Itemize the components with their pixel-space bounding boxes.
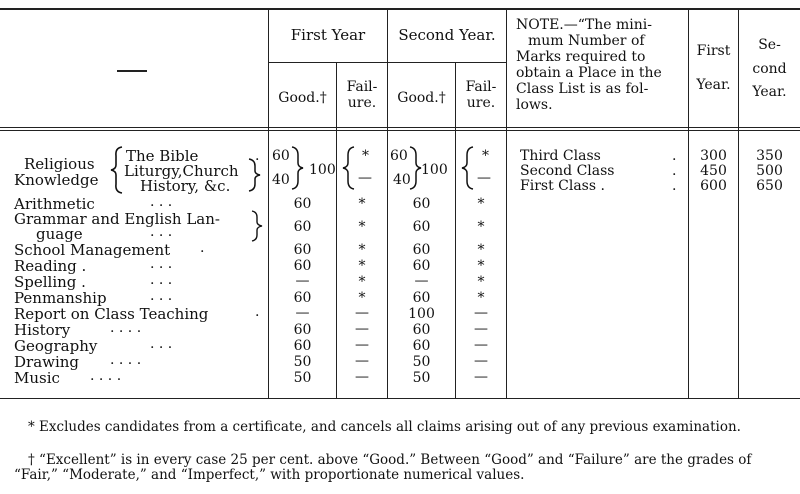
table-bottom-rule	[0, 398, 800, 399]
sy-religious-bible: 60	[390, 148, 408, 164]
sy-failure-value: —	[474, 321, 488, 337]
subject-dots: . . . .	[110, 320, 142, 336]
sy-failure-value: —	[474, 353, 488, 369]
grammar-label-2: guage	[36, 225, 83, 243]
subject-dots: . . .	[150, 288, 173, 304]
fy-good-value: 60	[293, 219, 312, 235]
right-brace-icon	[408, 146, 422, 190]
fy-good-value: 60	[293, 322, 312, 338]
fy-failure-value: *	[358, 196, 366, 212]
class-name: First Class .	[520, 178, 605, 194]
fy-good-value: 50	[293, 354, 312, 370]
col-rule-6	[688, 9, 689, 399]
note-line: lows.	[516, 97, 553, 113]
note-line: obtain a Place in the	[516, 65, 662, 81]
fy-failure-value: *	[358, 274, 366, 290]
fy-religious-total: 100	[309, 162, 336, 178]
fy-good-value: —	[295, 305, 310, 321]
class-first-year: 450	[700, 163, 727, 179]
sy-failure-value: *	[477, 196, 485, 212]
class-second-year: 650	[756, 178, 783, 194]
note-line: Marks required to	[516, 49, 646, 65]
sy-good-value: 60	[412, 322, 431, 338]
fy-religious-bible: 60	[272, 148, 290, 164]
second-col-heading-3: Year.	[752, 84, 787, 100]
sy-good-value: 60	[412, 258, 431, 274]
first-col-heading-2: Year.	[696, 77, 731, 93]
sy-good-value: 60	[412, 196, 431, 212]
class-second-year: 500	[756, 163, 783, 179]
subject-name: Penmanship	[14, 289, 107, 307]
second-year-heading: Second Year.	[398, 26, 496, 44]
sy-failure-value: *	[477, 274, 485, 290]
sy-failure-value: *	[477, 242, 485, 258]
fy-failure-value: —	[355, 305, 369, 321]
fy-failure-value: *	[358, 219, 366, 235]
second-col-heading-1: Se-	[758, 37, 781, 53]
fy-religious-fail-a: *	[362, 148, 369, 164]
fy-good-heading: Good.†	[278, 90, 327, 106]
fy-good-value: 60	[293, 338, 312, 354]
sy-failure-value: —	[474, 369, 488, 385]
sy-failure-value: *	[477, 258, 485, 274]
subject-name: Drawing	[14, 353, 80, 371]
subject-name: History	[14, 321, 71, 339]
sy-good-heading: Good.†	[397, 90, 446, 106]
footnote-dagger: † “Excellent” is in every case 25 per cent. above “Good.” Between “Good” and “Failure” are the grades of “Fair,” “Moderate,” and “Imperfect,” with proportionate numerical values.	[14, 452, 752, 483]
subject-name: Report on Class Teaching	[14, 305, 209, 323]
subject-name: Geography	[14, 337, 98, 355]
religious-sub-2: Liturgy,Church	[124, 162, 239, 180]
right-brace-icon	[251, 210, 263, 242]
fy-failure-value: —	[355, 321, 369, 337]
fy-failure-heading-1: Fail-	[346, 79, 378, 95]
sy-religious-liturgy: 40	[393, 172, 411, 188]
sy-good-value: 60	[412, 290, 431, 306]
sy-good-value: 50	[412, 354, 431, 370]
left-brace-icon	[342, 146, 356, 190]
subject-dots: . . .	[150, 194, 173, 210]
left-brace-icon	[110, 146, 124, 194]
sy-good-value: 60	[412, 338, 431, 354]
sy-good-value: 50	[412, 370, 431, 386]
grammar-dots: . . .	[150, 224, 173, 240]
stub-short-rule	[117, 70, 147, 72]
fy-good-value: 60	[293, 242, 312, 258]
table-top-rule	[0, 8, 800, 10]
first-year-subrule	[268, 62, 387, 63]
class-name: Third Class	[520, 148, 601, 164]
fy-religious-fail-b: —	[358, 170, 372, 186]
sy-failure-value: —	[474, 305, 488, 321]
fy-failure-value: —	[355, 337, 369, 353]
class-dot: .	[672, 163, 677, 179]
class-first-year: 600	[700, 178, 727, 194]
subject-name: School Management	[14, 241, 171, 259]
note-line: Class List is as fol-	[516, 81, 649, 97]
fy-failure-value: —	[355, 369, 369, 385]
religious-label-2: Knowledge	[14, 171, 99, 189]
sy-good-value: —	[414, 273, 429, 289]
subject-name: Arithmetic	[14, 195, 95, 213]
note-line: mum Number of	[528, 33, 645, 49]
sy-failure-heading-1: Fail-	[465, 79, 497, 95]
subject-dots: .	[200, 240, 205, 256]
col-rule-5	[506, 9, 507, 399]
class-second-year: 350	[756, 148, 783, 164]
subject-name: Music	[14, 369, 60, 387]
subject-dots: . . .	[150, 336, 173, 352]
subject-name: Spelling .	[14, 273, 86, 291]
second-year-subrule	[387, 62, 506, 63]
sy-religious-total: 100	[421, 162, 448, 178]
sy-failure-heading-2: ure.	[466, 95, 496, 111]
fy-failure-value: —	[355, 353, 369, 369]
class-first-year: 300	[700, 148, 727, 164]
sy-failure-value: *	[477, 219, 485, 235]
header-bottom-rule-2	[0, 130, 800, 131]
sy-failure-value: *	[477, 290, 485, 306]
sy-good-value: 60	[412, 242, 431, 258]
first-col-heading-1: First	[696, 43, 731, 59]
right-brace-icon	[290, 146, 304, 190]
subject-name: Reading .	[14, 257, 87, 275]
religious-sub-3: History, &c.	[140, 177, 231, 195]
fy-good-value: 60	[293, 258, 312, 274]
class-name: Second Class	[520, 163, 615, 179]
left-brace-icon	[461, 146, 475, 190]
subject-dots: .	[255, 304, 260, 320]
first-year-heading: First Year	[290, 26, 366, 44]
sy-good-value: 60	[412, 219, 431, 235]
religious-label-1: Religious	[24, 155, 95, 173]
subject-dots: . . .	[150, 256, 173, 272]
grammar-label-1: Grammar and English Lan-	[14, 210, 220, 228]
subject-dots: . . . .	[90, 368, 122, 384]
fy-good-value: 60	[293, 196, 312, 212]
right-brace-icon	[247, 158, 261, 192]
sy-religious-fail-b: —	[477, 170, 491, 186]
fy-failure-value: *	[358, 242, 366, 258]
sy-failure-value: —	[474, 337, 488, 353]
class-dot: .	[672, 178, 677, 194]
leader-dot: .	[255, 148, 260, 164]
subject-dots: . . .	[150, 272, 173, 288]
note-line: NOTE.—“The mini-	[516, 17, 652, 33]
fy-failure-value: *	[358, 290, 366, 306]
second-col-heading-2: cond	[752, 61, 787, 77]
sy-religious-fail-a: *	[482, 148, 489, 164]
fy-good-value: 60	[293, 290, 312, 306]
header-bottom-rule	[0, 127, 800, 128]
class-dot: .	[672, 148, 677, 164]
fy-failure-heading-2: ure.	[347, 95, 377, 111]
fy-failure-value: *	[358, 258, 366, 274]
fy-religious-liturgy: 40	[272, 172, 290, 188]
subject-dots: . . . .	[110, 352, 142, 368]
sy-good-value: 100	[408, 306, 435, 322]
religious-sub-1: The Bible	[126, 147, 199, 165]
fy-good-value: 50	[293, 370, 312, 386]
footnote-star: * Excludes candidates from a certificate, and cancels all claims arising out of any previous examination.	[28, 419, 741, 435]
fy-good-value: —	[295, 273, 310, 289]
